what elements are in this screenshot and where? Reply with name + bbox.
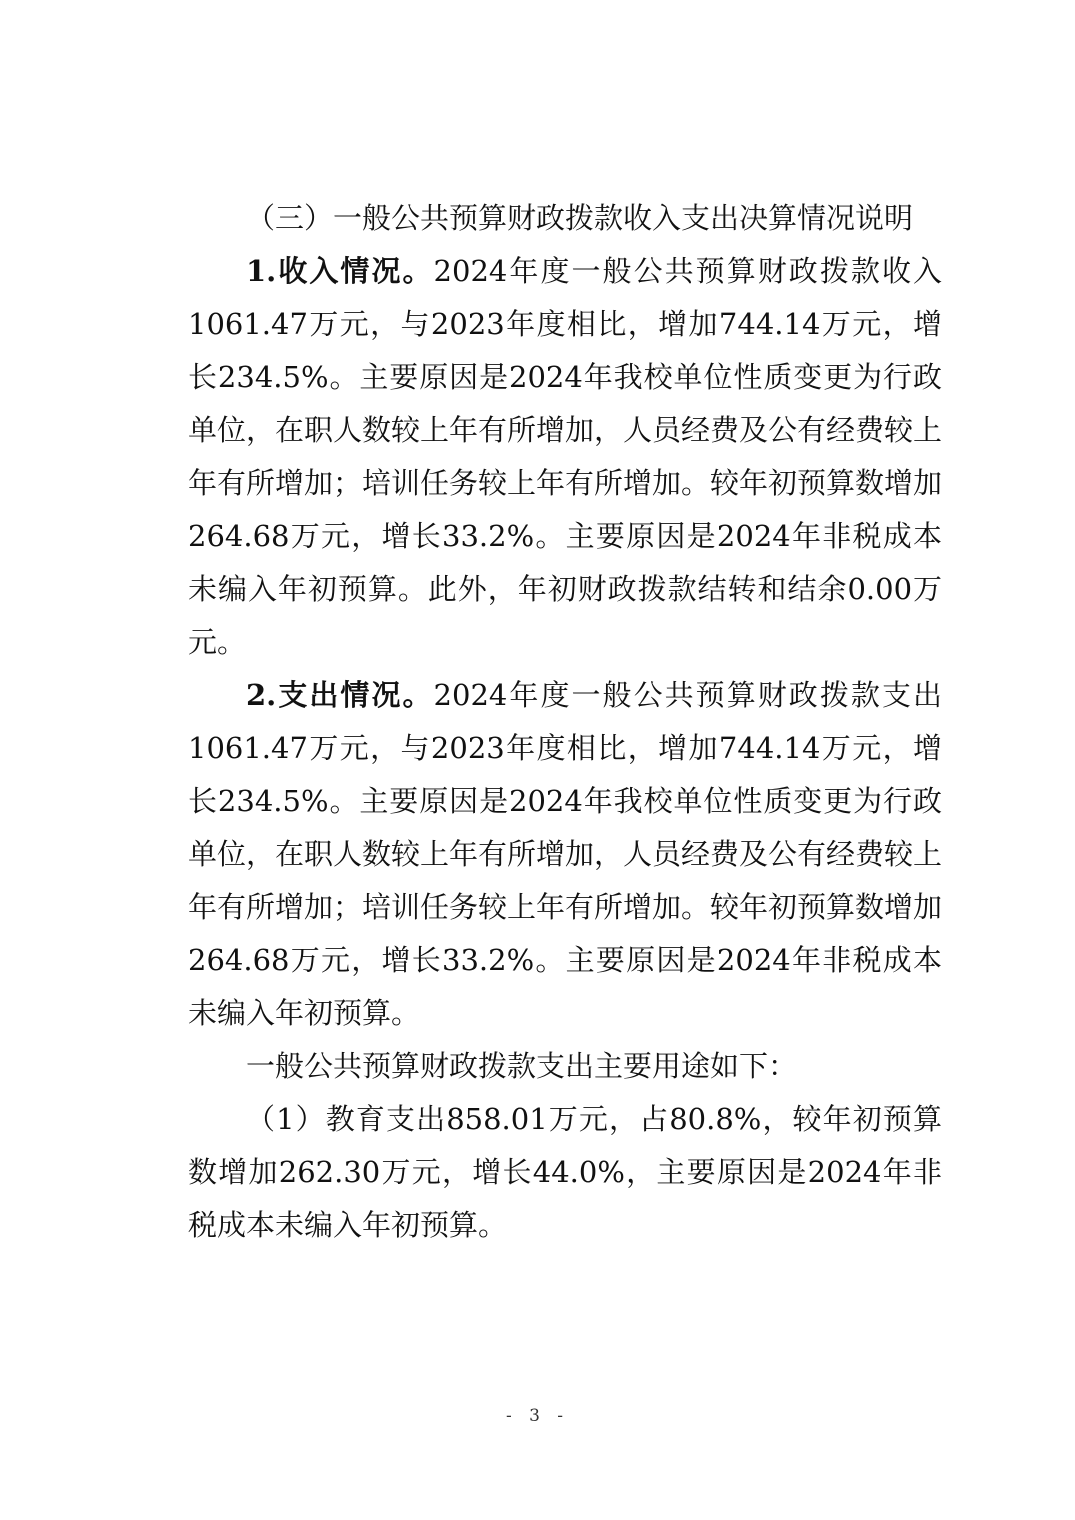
income-paragraph <box>188 245 942 669</box>
income-lead: 1.收入情况。 <box>246 254 434 288</box>
expenditure-paragraph <box>188 669 942 1040</box>
page-number: - 3 - <box>505 1406 570 1426</box>
uses-intro: 一般公共预算财政拨款支出主要用途如下： <box>246 1049 798 1083</box>
expenditure-lead: 2.支出情况。 <box>246 678 434 712</box>
uses-item-education: （1）教育支出858.01万元，占80.8%，较年初预算数增加262.30万元，增长44.0%，主要原因是2024年非税成本未编入年初预算。 <box>188 1102 942 1242</box>
expenditure-body: 2024年度一般公共预算财政拨款支出1061.47万元，与2023年度相比，增加744.14万元，增长234.5%。主要原因是2024年我校单位性质变更为行政单位，在职人数较上年有所增加，人员经费及公有经费较上年有所增加；培训任务较上年有所增加。较年初预算数增加264.68万元，增长33.2%。主要原因是2024年非税成本未编入年初预算。 <box>188 678 943 1030</box>
document-body <box>188 192 942 1252</box>
section-title: （三）一般公共预算财政拨款收入支出决算情况说明 <box>246 201 914 235</box>
income-body: 2024年度一般公共预算财政拨款收入1061.47万元，与2023年度相比，增加744.14万元，增长234.5%。主要原因是2024年我校单位性质变更为行政单位，在职人数较上年有所增加，人员经费及公有经费较上年有所增加；培训任务较上年有所增加。较年初预算数增加264.68万元，增长33.2%。主要原因是2024年非税成本未编入年初预算。此外，年初财政拨款结转和结余0.00万元。 <box>188 254 943 659</box>
